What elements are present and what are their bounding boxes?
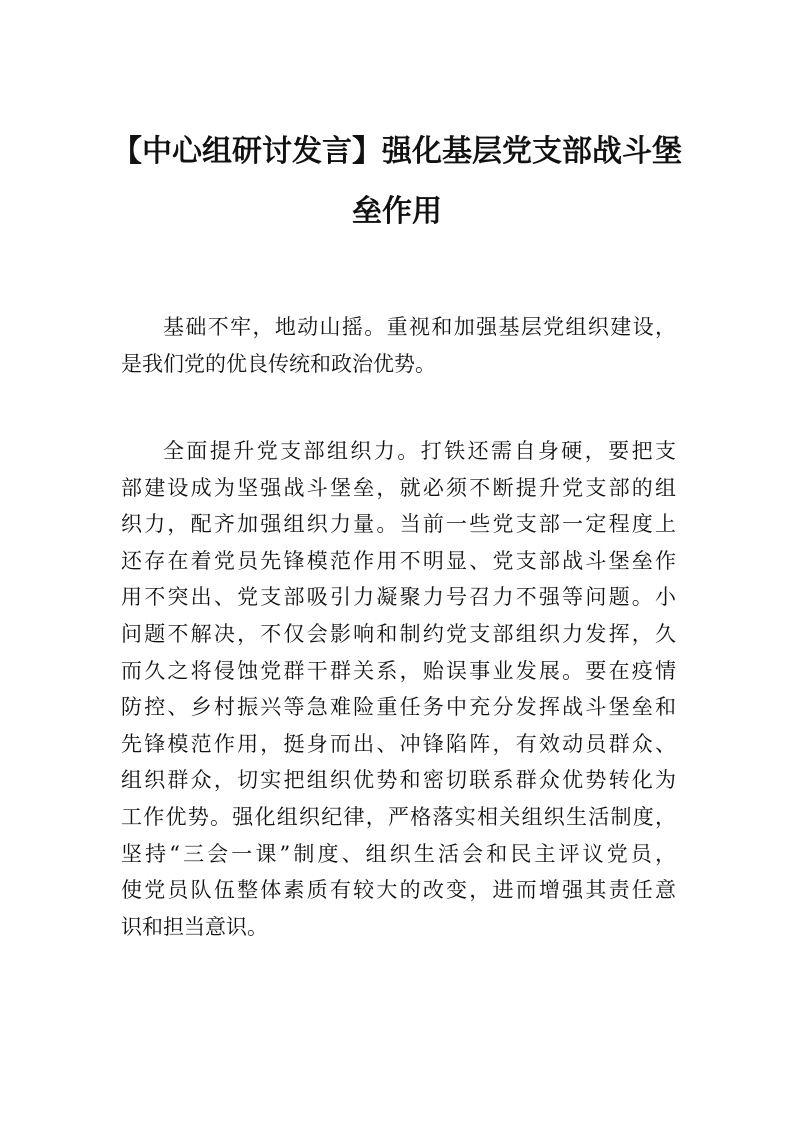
document-title (110, 122, 684, 242)
paragraph-line: 工作优势。强化组织纪律，严格落实相关组织生活制度， (121, 804, 676, 829)
paragraph-line: 用不突出、党支部吸引力凝聚力号召力不强等问题。小 (121, 585, 676, 610)
title-line-1: 【中心组研讨发言】强化基层党支部战斗堡 (112, 134, 682, 169)
paragraph-line: 织力，配齐加强组织力量。当前一些党支部一定程度上 (121, 512, 676, 537)
paragraph-line: 坚持“三会一课”制度、组织生活会和民主评议党员， (121, 841, 676, 866)
paragraph-line: 部建设成为坚强战斗堡垒，就必须不断提升党支部的组 (121, 475, 676, 500)
paragraph-line: 问题不解决，不仅会影响和制约党支部组织力发挥，久 (121, 621, 676, 646)
paragraph-line: 防控、乡村振兴等急难险重任务中充分发挥战斗堡垒和 (121, 695, 676, 720)
paragraph-line: 是我们党的优良传统和政治优势。 (121, 351, 436, 376)
paragraph-line: 而久之将侵蚀党群干群关系，贻误事业发展。要在疫情 (121, 658, 676, 683)
paragraph-line: 还存在着党员先锋模范作用不明显、党支部战斗堡垒作 (121, 548, 676, 573)
paragraph-2 (121, 436, 676, 948)
paragraph-line: 使党员队伍整体素质有较大的改变，进而增强其责任意 (121, 878, 676, 903)
paragraph-line: 先锋模范作用，挺身而出、冲锋陷阵，有效动员群众、 (121, 731, 676, 756)
paragraph-line: 全面提升党支部组织力。打铁还需自身硬，要把支 (163, 439, 676, 463)
title-line-2: 垒作用 (352, 194, 442, 229)
paragraph-1 (121, 312, 676, 385)
paragraph-line: 组织群众，切实把组织优势和密切联系群众优势转化为 (121, 768, 676, 793)
paragraph-line: 识和担当意识。 (121, 914, 268, 939)
paragraph-line: 基础不牢，地动山摇。重视和加强基层党组织建设， (163, 315, 676, 339)
